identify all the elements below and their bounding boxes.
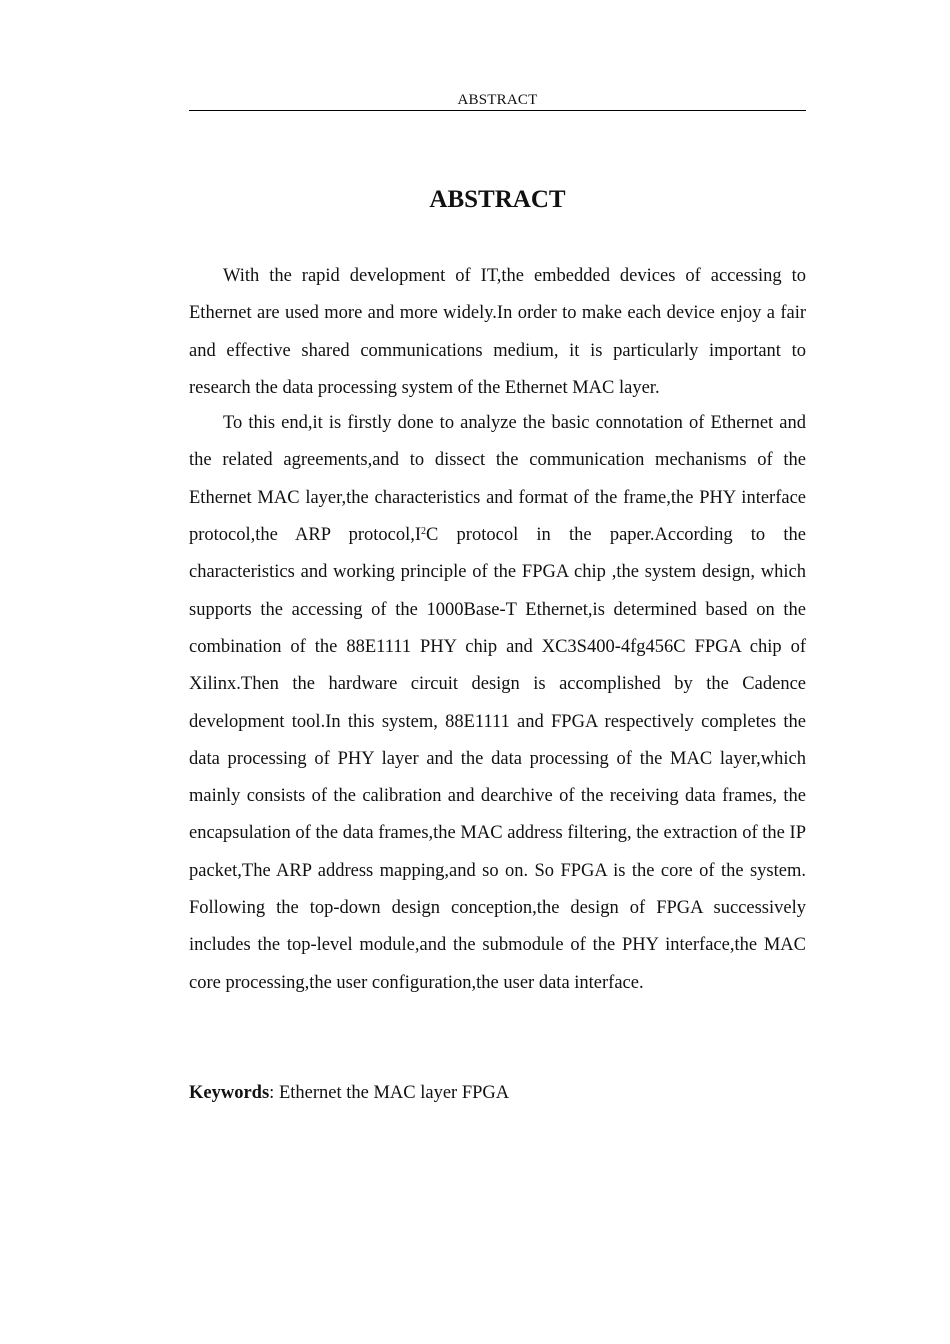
abstract-paragraph-1: With the rapid development of IT,the embedded devices of accessing to Ethernet are used more and more widely.In order to make each device enjoy a fair and effective shared communications medium, it is particularly important to research the data processing system of the Ethernet MAC layer. xyxy=(189,266,806,398)
paragraph-2-text-before-superscript: To this end,it is firstly done to analyze the basic connotation of Ethernet and the related agreements,and to dissect the communication mechanisms of the Ethernet MAC layer,the characteristics and format of the frame,the PHY interface protocol,the ARP protocol,I xyxy=(189,413,806,546)
running-header: ABSTRACT xyxy=(457,92,538,108)
abstract-body xyxy=(189,258,806,1002)
superscript-two: 2 xyxy=(421,525,427,537)
keywords-label: Keywords xyxy=(189,1083,270,1103)
keywords-line xyxy=(189,1076,806,1110)
paragraph-2-text-after-superscript: C protocol in the paper.According to the characteristics and working principle of the FPGA chip ,the system design, which supports the accessing of the 1000Base-T Ethernet,is determined based on the combination of the 88E1111 PHY chip and XC3S400-4fg456C FPGA chip of Xilinx.Then the hardware circuit design is accomplished by the Cadence development tool.In this system, 88E1111 and FPGA respectively completes the data processing of PHY layer and the data processing of the MAC layer,which mainly consists of the calibration and dearchive of the receiving data frames, the encapsulation of the data frames,the MAC address filtering, the extraction of the IP packet,The ARP address mapping,and so on. So FPGA is the core of the system. Following the top-down design conception,the design of FPGA successively includes the top-level module,and the submodule of the PHY interface,the MAC core processing,the user configuration,the user data interface. xyxy=(189,525,806,993)
header-rule xyxy=(189,110,806,111)
keywords-value: Ethernet the MAC layer FPGA xyxy=(278,1083,510,1103)
keywords-separator: : xyxy=(269,1083,279,1103)
abstract-title: ABSTRACT xyxy=(429,186,566,213)
abstract-paragraph-2 xyxy=(189,405,806,1002)
